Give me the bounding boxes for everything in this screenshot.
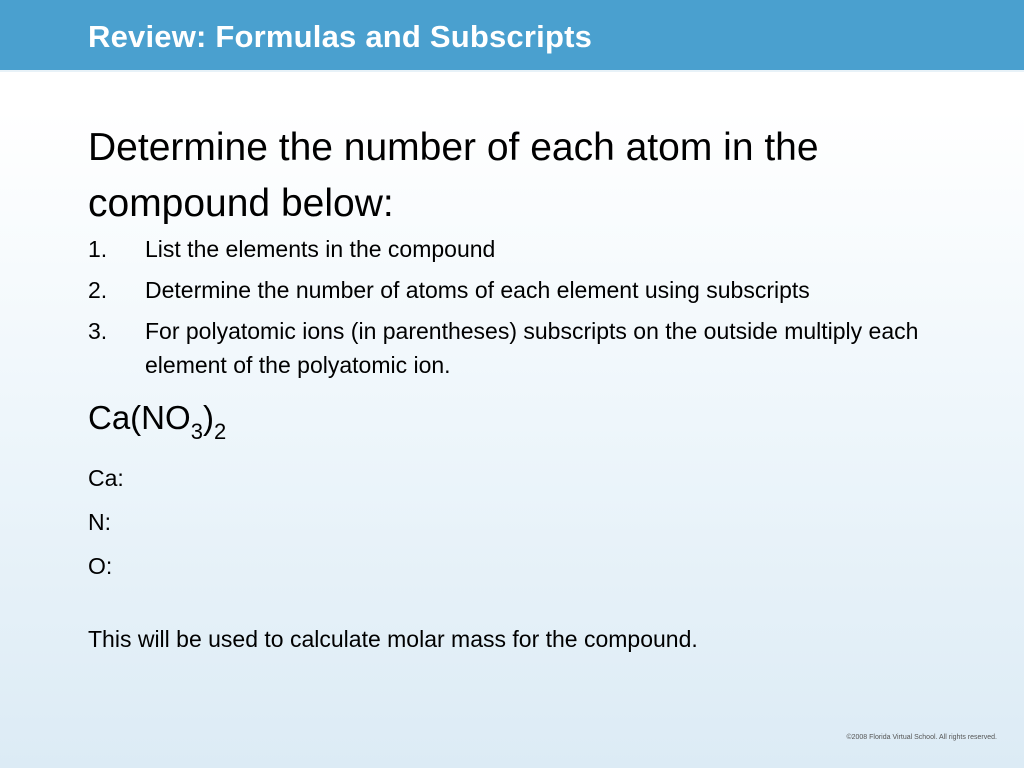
element-o-label: O: [88, 553, 113, 579]
step-item [88, 273, 968, 307]
step-text: Determine the number of atoms of each element using subscripts [145, 277, 810, 303]
step-number: 2. [88, 277, 108, 303]
step-text: For polyatomic ions (in parentheses) subscripts on the outside multiply each element of the polyatomic ion. [145, 318, 919, 378]
formula-part-1: Ca(NO [88, 399, 191, 436]
slide-title: Review: Formulas and Subscripts [88, 19, 593, 54]
molar-mass-note: This will be used to calculate molar mass for the compound. [88, 626, 698, 652]
step-number: 1. [88, 236, 108, 262]
formula-subscript-2: 2 [213, 419, 227, 444]
formula-subscript-1: 3 [190, 419, 203, 444]
steps-list [88, 232, 968, 389]
chemical-formula [88, 396, 226, 444]
element-n-label: N: [88, 509, 111, 535]
step-number: 3. [88, 318, 108, 344]
copyright-notice: ©2008 Florida Virtual School. All rights reserved. [846, 734, 997, 741]
step-item [88, 314, 968, 382]
title-bar [0, 0, 1024, 72]
step-item [88, 232, 968, 266]
element-ca-label: Ca: [88, 465, 124, 491]
step-text: List the elements in the compound [145, 236, 496, 262]
intro-text: Determine the number of each atom in the compound below: [88, 126, 819, 225]
formula-part-2: ) [202, 399, 214, 436]
